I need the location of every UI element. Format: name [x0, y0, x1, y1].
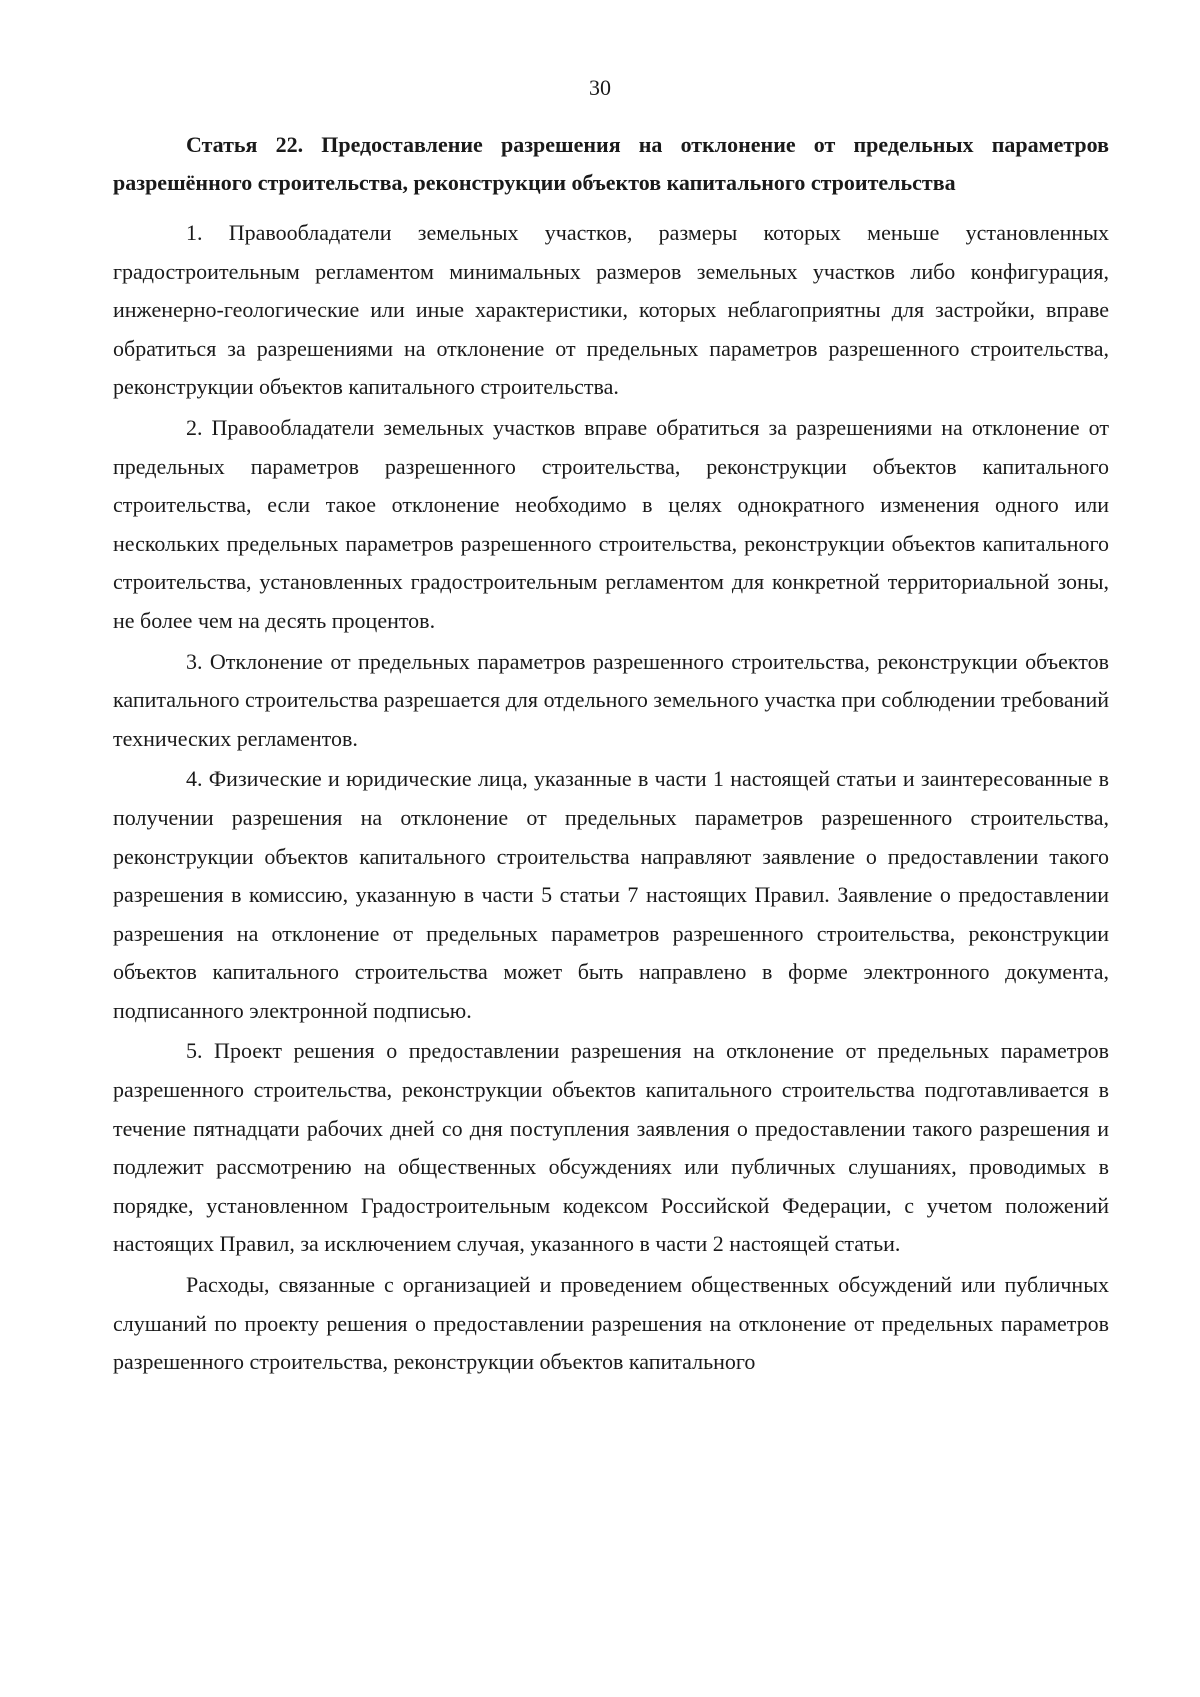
paragraph-expenses: Расходы, связанные с организацией и проведением общественных обсуждений или публичных слушаний по проекту решения о предоставлении разрешения на отклонение от предельных параметров разрешенного строительства, реконструкции объектов капитального — [113, 1272, 1109, 1375]
document-body — [113, 126, 1109, 1384]
paragraph-4: 4. Физические и юридические лица, указанные в части 1 настоящей статьи и заинтересованные в получении разрешения на отклонение от предельных параметров разрешенного строительства, реконструкции объектов капитального строительства направляют заявление о предоставлении такого разрешения в комиссию, указанную в части 5 статьи 7 настоящих Правил. Заявление о предоставлении разрешения на отклонение от предельных параметров разрешенного строительства, реконструкции объектов капитального строительства может быть направлено в форме электронного документа, подписанного электронной подписью. — [113, 766, 1109, 1023]
paragraph-5: 5. Проект решения о предоставлении разрешения на отклонение от предельных параметров разрешенного строительства, реконструкции объектов капитального строительства подготавливается в течение пятнадцати рабочих дней со дня поступления заявления о предоставлении такого разрешения и подлежит рассмотрению на общественных обсуждениях или публичных слушаниях, проводимых в порядке, установленном Градостроительным кодексом Российской Федерации, с учетом положений настоящих Правил, за исключением случая, указанного в части 2 настоящей статьи. — [113, 1038, 1109, 1257]
page-number: 30 — [589, 75, 611, 100]
article-heading: Статья 22. Предоставление разрешения на отклонение от предельных параметров разрешённого строительства, реконструкции объектов капитального строительства — [113, 132, 1109, 195]
paragraph-3: 3. Отклонение от предельных параметров разрешенного строительства, реконструкции объектов капитального строительства разрешается для отдельного земельного участка при соблюдении требований технических регламентов. — [113, 648, 1109, 751]
paragraph-1: 1. Правообладатели земельных участков, размеры которых меньше установленных градостроительным регламентом минимальных размеров земельных участков либо конфигурация, инженерно-геологические или иные характеристики, которых неблагоприятны для застройки, вправе обратиться за разрешениями на отклонение от предельных параметров разрешенного строительства, реконструкции объектов капитального строительства. — [113, 220, 1109, 400]
paragraph-2: 2. Правообладатели земельных участков вправе обратиться за разрешениями на отклонение от предельных параметров разрешенного строительства, реконструкции объектов капитального строительства, если такое отклонение необходимо в целях однократного изменения одного или нескольких предельных параметров разрешенного строительства, реконструкции объектов капитального строительства, установленных градостроительным регламентом для конкретной территориальной зоны, не более чем на десять процентов. — [113, 414, 1109, 633]
